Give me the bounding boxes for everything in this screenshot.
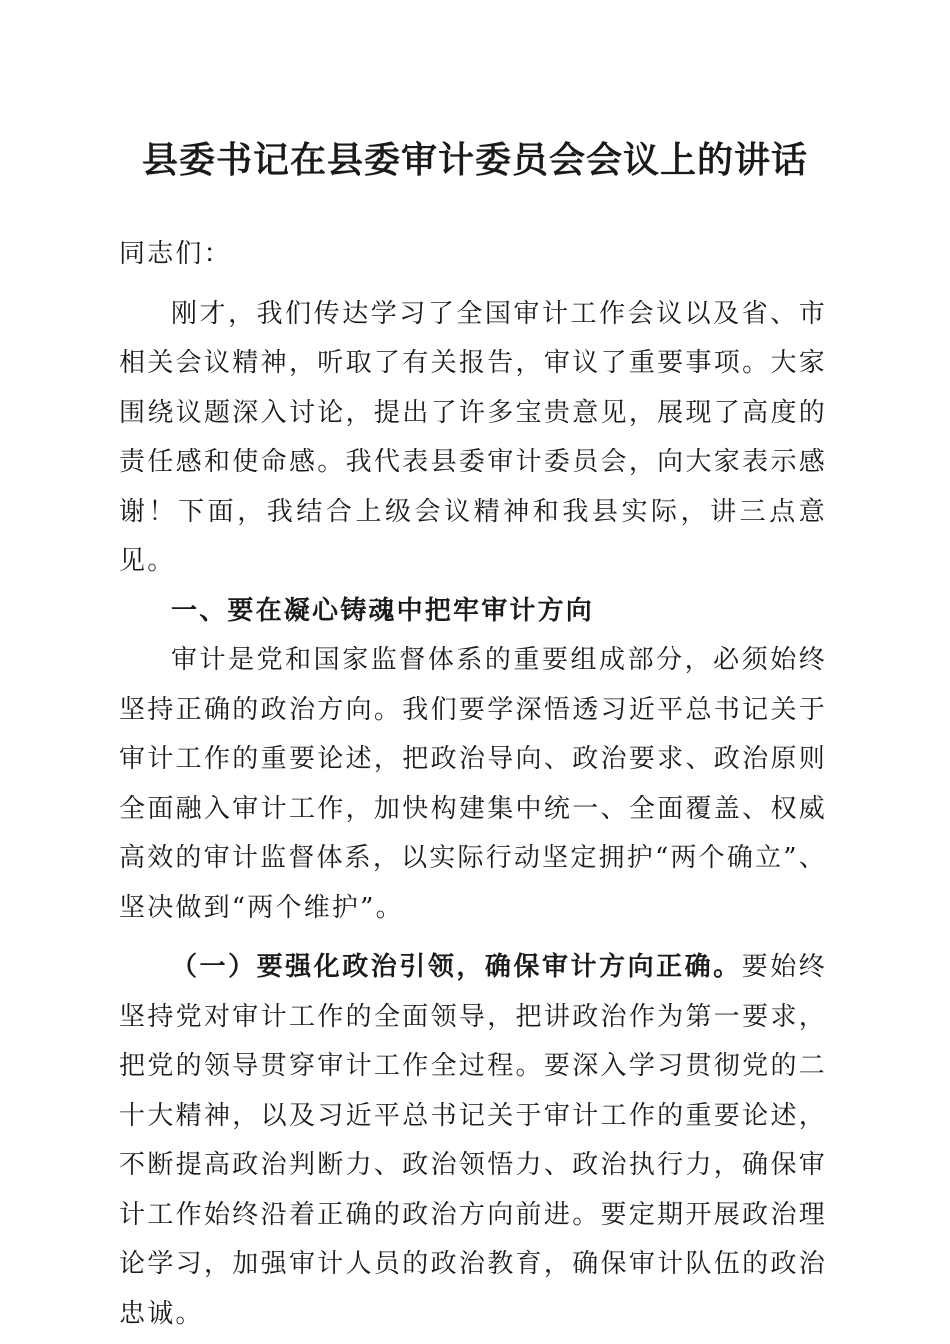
section-1-paragraph: 审计是党和国家监督体系的重要组成部分，必须始终坚持正确的政治方向。我们要学深悟透习近平总书记关于审计工作的重要论述，把政治导向、政治要求、政治原则全面融入审计工作，加快构建集中统一、全面覆盖、权威高效的审计监督体系，以实际行动坚定拥护“两个确立”、坚决做到“两个维护”。 <box>119 645 827 923</box>
intro-paragraph: 刚才，我们传达学习了全国审计工作会议以及省、市相关会议精神，听取了有关报告，审议了重要事项。大家围绕议题深入讨论，提出了许多宝贵意见，展现了高度的责任感和使命感。我代表县委审计委员会，向大家表示感谢！下面，我结合上级会议精神和我县实际，讲三点意见。 <box>119 298 827 576</box>
section-1-heading: 一、要在凝心铸魂中把牢审计方向 <box>171 595 595 626</box>
subsection-1-heading: （一）要强化政治引领，确保审计方向正确。 <box>171 952 742 982</box>
spacer <box>119 933 827 943</box>
salutation: 同志们： <box>119 239 232 269</box>
spacer <box>119 280 827 290</box>
document-body <box>119 230 827 1339</box>
subsection-1-body: 要始终坚持党对审计工作的全面领导，把讲政治作为第一要求，把党的领导贯穿审计工作全过程。要深入学习贯彻党的二十大精神，以及习近平总书记关于审计工作的重要论述，不断提高政治判断力、政治领悟力、政治执行力，确保审计工作始终沿着正确的政治方向前进。要定期开展政治理论学习，加强审计人员的政治教育，确保审计队伍的政治忠诚。 <box>119 952 827 1329</box>
subsection-1-paragraph <box>119 943 827 1339</box>
document-title: 县委书记在县委审计委员会会议上的讲话 <box>141 139 808 181</box>
